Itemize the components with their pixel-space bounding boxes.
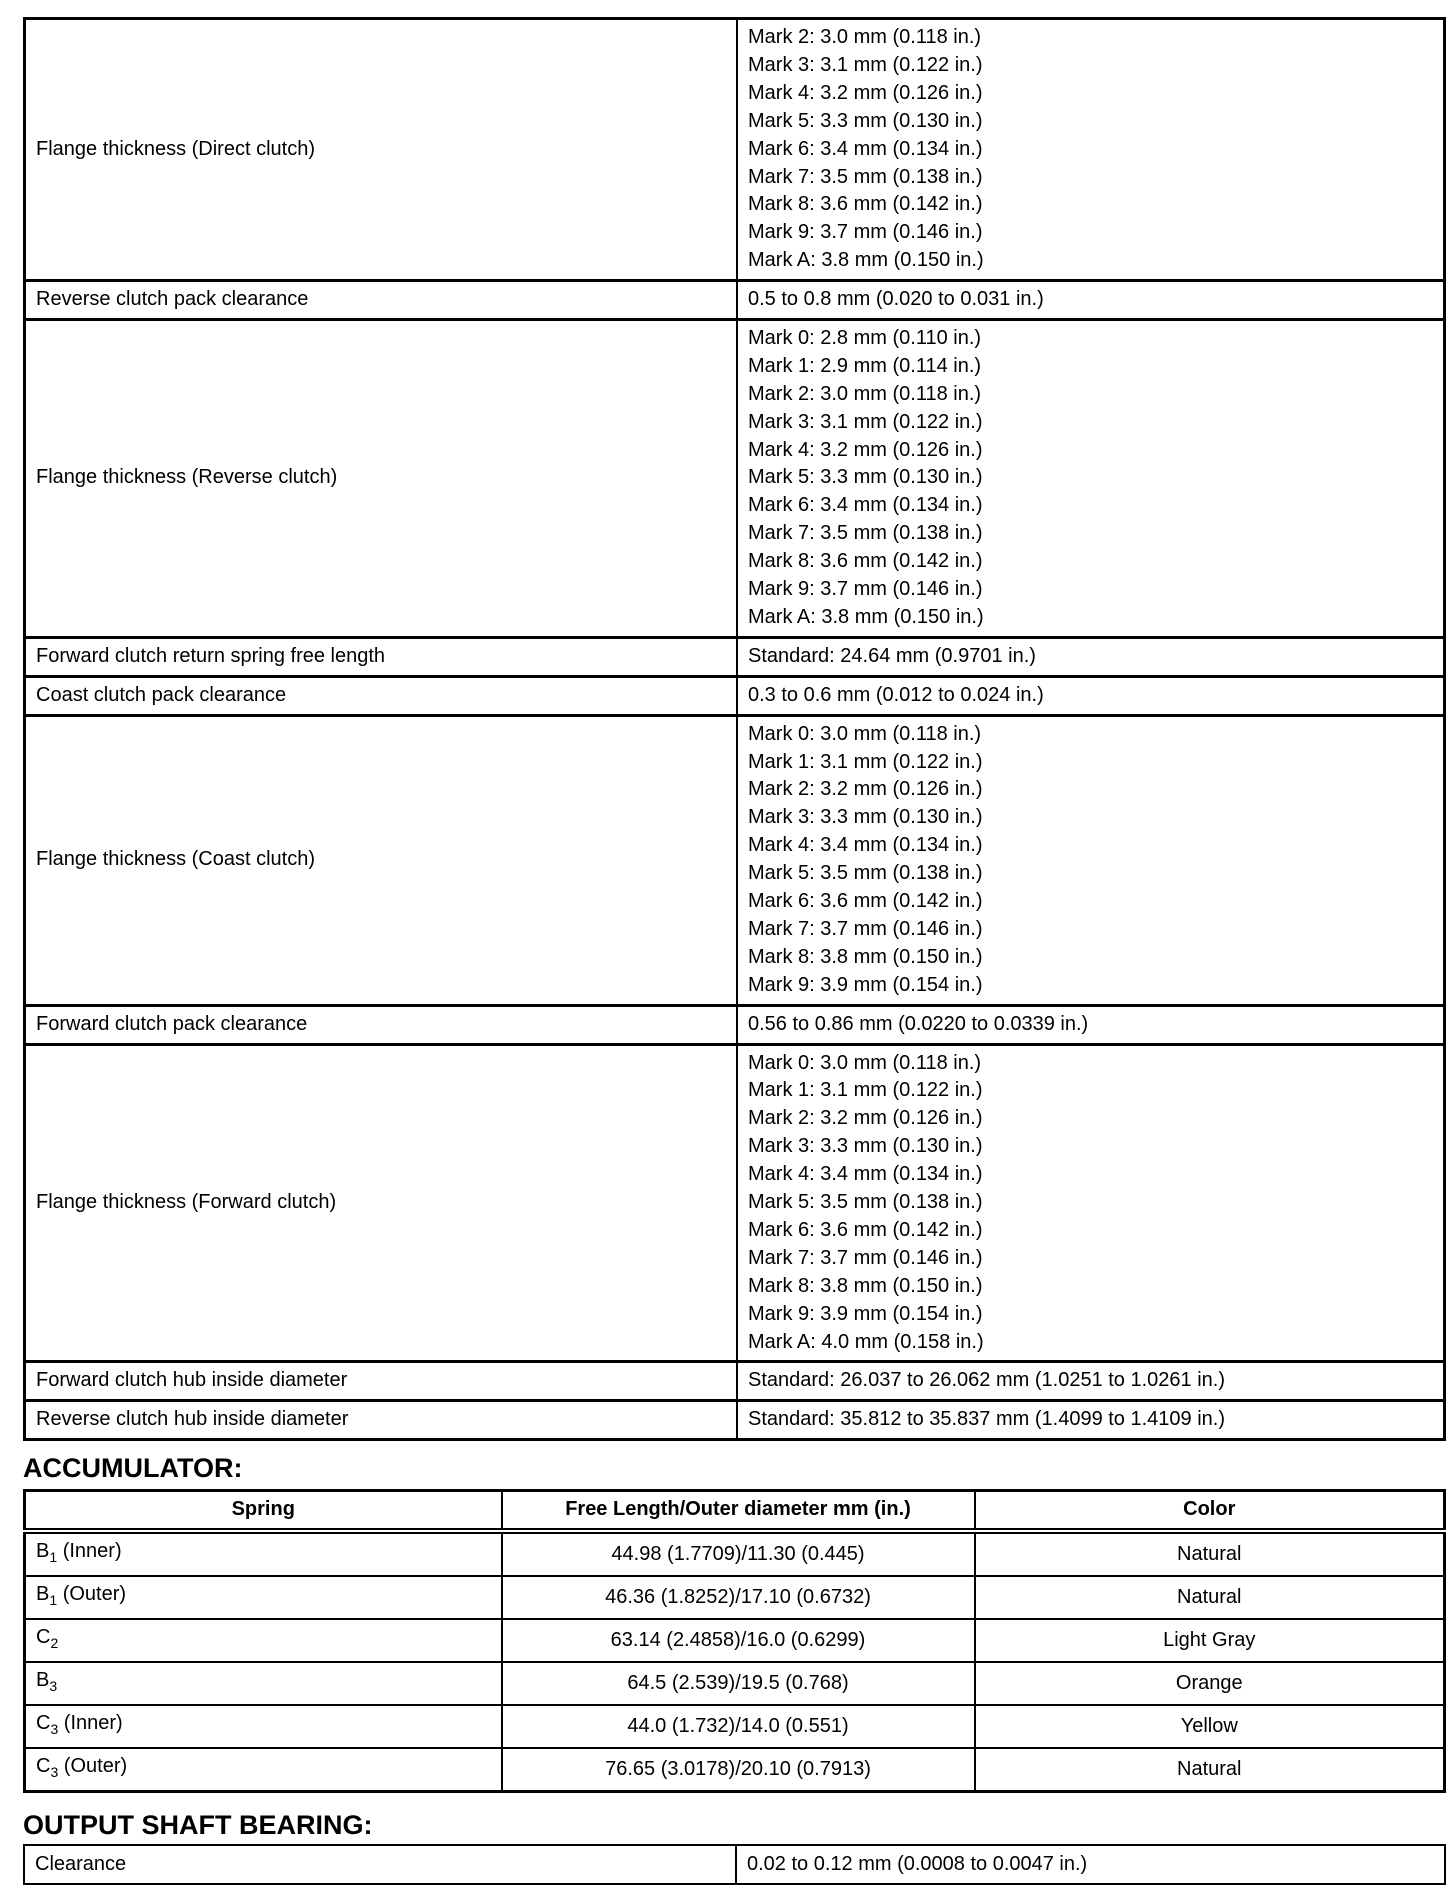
spec-value: Mark 4: 3.4 mm (0.134 in.)	[748, 1163, 983, 1186]
output-shaft-bearing-heading: OUTPUT SHAFT BEARING:	[23, 1810, 373, 1840]
spec-value: Mark 6: 3.4 mm (0.134 in.)	[748, 137, 983, 160]
dims-cell: 76.65 (3.0178)/20.10 (0.7913)	[502, 1748, 975, 1792]
table-row	[25, 1662, 1445, 1705]
spec-value: Mark 8: 3.6 mm (0.142 in.)	[748, 550, 983, 573]
dims-cell: 46.36 (1.8252)/17.10 (0.6732)	[502, 1576, 975, 1619]
spec-value: Mark 4: 3.2 mm (0.126 in.)	[748, 438, 983, 461]
spec-value: Mark 1: 3.1 mm (0.122 in.)	[748, 750, 983, 773]
value-cell	[737, 319, 1445, 637]
table-row	[25, 676, 1445, 715]
header-free-length: Free Length/Outer diameter mm (in.)	[502, 1491, 975, 1532]
color-cell: Light Gray	[975, 1619, 1445, 1662]
spec-value: 0.56 to 0.86 mm (0.0220 to 0.0339 in.)	[748, 1012, 1089, 1035]
spec-value: Mark 8: 3.8 mm (0.150 in.)	[748, 945, 983, 968]
spec-value: Mark 0: 3.0 mm (0.118 in.)	[748, 722, 982, 745]
value-cell	[737, 281, 1445, 320]
spec-value: Mark 2: 3.0 mm (0.118 in.)	[748, 25, 982, 48]
spec-value: Mark 8: 3.6 mm (0.142 in.)	[748, 193, 983, 216]
spring-subscript: 3	[49, 1677, 58, 1694]
spec-value: Mark 2: 3.0 mm (0.118 in.)	[748, 382, 982, 405]
spring-subscript: 3	[50, 1763, 59, 1780]
output-shaft-bearing-table	[23, 1844, 1446, 1885]
table-row	[25, 1362, 1445, 1401]
spring-letter: B	[36, 1582, 50, 1605]
spec-value: Mark 3: 3.1 mm (0.122 in.)	[748, 53, 983, 76]
spec-value: Mark 2: 3.2 mm (0.126 in.)	[748, 778, 983, 801]
param-cell: Clearance	[24, 1845, 736, 1884]
spring-cell	[25, 1619, 502, 1662]
spec-value: Mark A: 4.0 mm (0.158 in.)	[748, 1330, 984, 1353]
spec-value: Mark 0: 3.0 mm (0.118 in.)	[748, 1051, 982, 1074]
spec-value: Mark 7: 3.5 mm (0.138 in.)	[748, 165, 983, 188]
spring-cell	[25, 1748, 502, 1792]
table-row	[25, 637, 1445, 676]
spec-value: Mark 7: 3.7 mm (0.146 in.)	[748, 1246, 983, 1269]
spring-subscript: 3	[50, 1720, 59, 1737]
clutch-spec-table	[23, 17, 1446, 1441]
spec-value: Mark 6: 3.6 mm (0.142 in.)	[748, 890, 983, 913]
spec-value: Mark 6: 3.6 mm (0.142 in.)	[748, 1218, 983, 1241]
table-header-row	[25, 1491, 1445, 1532]
color-cell: Natural	[975, 1748, 1445, 1792]
dims-cell: 64.5 (2.539)/19.5 (0.768)	[502, 1662, 975, 1705]
color-cell: Natural	[975, 1576, 1445, 1619]
spring-letter: C	[36, 1711, 51, 1734]
param-cell: Forward clutch return spring free length	[25, 637, 738, 676]
value-cell	[737, 1005, 1445, 1044]
table-row	[25, 1005, 1445, 1044]
table-row	[25, 1748, 1445, 1792]
spec-value: Mark A: 3.8 mm (0.150 in.)	[748, 606, 984, 628]
spec-value: Mark 4: 3.4 mm (0.134 in.)	[748, 834, 983, 857]
spring-cell	[25, 1531, 502, 1576]
spec-value: Mark 9: 3.9 mm (0.154 in.)	[748, 973, 983, 996]
spec-value: Mark 1: 3.1 mm (0.122 in.)	[748, 1079, 983, 1102]
spec-value: Mark 0: 2.8 mm (0.110 in.)	[748, 326, 982, 349]
spec-value: Standard: 24.64 mm (0.9701 in.)	[748, 644, 1036, 667]
spec-value: Mark 5: 3.5 mm (0.138 in.)	[748, 862, 983, 885]
table-row	[25, 1044, 1445, 1362]
spring-letter: C	[36, 1754, 51, 1777]
spec-value: Mark 3: 3.3 mm (0.130 in.)	[748, 1135, 983, 1158]
spec-value: Mark 4: 3.2 mm (0.126 in.)	[748, 81, 983, 104]
spring-suffix: (Outer)	[58, 1754, 128, 1777]
value-cell	[737, 1401, 1445, 1440]
spec-value: Standard: 35.812 to 35.837 mm (1.4099 to 1.4109 in.)	[748, 1408, 1225, 1431]
spec-value: Mark 7: 3.7 mm (0.146 in.)	[748, 917, 983, 940]
spring-suffix: (Inner)	[57, 1539, 122, 1562]
table-row	[24, 1845, 1445, 1884]
spec-value: Mark 6: 3.4 mm (0.134 in.)	[748, 494, 983, 517]
spec-value: 0.5 to 0.8 mm (0.020 to 0.031 in.)	[748, 288, 1044, 311]
spring-subscript: 1	[49, 1591, 58, 1608]
spring-suffix: (Inner)	[58, 1711, 123, 1734]
table-row	[25, 319, 1445, 637]
spec-value: Mark 5: 3.3 mm (0.130 in.)	[748, 109, 983, 132]
table-row	[25, 1576, 1445, 1619]
param-cell: Flange thickness (Forward clutch)	[25, 1044, 738, 1362]
value-cell: 0.02 to 0.12 mm (0.0008 to 0.0047 in.)	[736, 1845, 1445, 1884]
spec-value: Mark 1: 2.9 mm (0.114 in.)	[748, 354, 982, 377]
spec-value: Mark 8: 3.8 mm (0.150 in.)	[748, 1274, 983, 1297]
spec-value: Mark 2: 3.2 mm (0.126 in.)	[748, 1107, 983, 1130]
header-spring: Spring	[25, 1491, 502, 1532]
param-cell: Forward clutch hub inside diameter	[25, 1362, 738, 1401]
spring-suffix: (Outer)	[57, 1582, 127, 1605]
color-cell: Orange	[975, 1662, 1445, 1705]
spec-value: 0.3 to 0.6 mm (0.012 to 0.024 in.)	[748, 683, 1044, 706]
spec-value: Mark 5: 3.5 mm (0.138 in.)	[748, 1191, 983, 1214]
param-cell: Reverse clutch pack clearance	[25, 281, 738, 320]
spring-cell	[25, 1662, 502, 1705]
value-cell	[737, 1362, 1445, 1401]
spring-subscript: 2	[50, 1634, 59, 1651]
spec-value: Mark 9: 3.9 mm (0.154 in.)	[748, 1302, 983, 1325]
table-row	[25, 19, 1445, 281]
table-row	[25, 1705, 1445, 1748]
spec-value: Mark A: 3.8 mm (0.150 in.)	[748, 249, 984, 272]
spec-value: Mark 9: 3.7 mm (0.146 in.)	[748, 221, 983, 244]
dims-cell: 63.14 (2.4858)/16.0 (0.6299)	[502, 1619, 975, 1662]
header-color: Color	[975, 1491, 1445, 1532]
spring-letter: B	[36, 1539, 50, 1562]
spec-value: Standard: 26.037 to 26.062 mm (1.0251 to 1.0261 in.)	[748, 1369, 1225, 1392]
table-row	[25, 1619, 1445, 1662]
table-row	[25, 1531, 1445, 1576]
value-cell	[737, 637, 1445, 676]
value-cell	[737, 19, 1445, 281]
color-cell: Yellow	[975, 1705, 1445, 1748]
spec-value: Mark 5: 3.3 mm (0.130 in.)	[748, 466, 983, 489]
spring-subscript: 1	[49, 1548, 58, 1565]
table-row	[25, 1401, 1445, 1440]
spring-letter: C	[36, 1625, 51, 1648]
param-cell: Flange thickness (Reverse clutch)	[25, 319, 738, 637]
spec-value: Mark 3: 3.1 mm (0.122 in.)	[748, 410, 983, 433]
param-cell: Flange thickness (Coast clutch)	[25, 715, 738, 1005]
table-row	[25, 715, 1445, 1005]
value-cell	[737, 676, 1445, 715]
param-cell: Coast clutch pack clearance	[25, 676, 738, 715]
spring-letter: B	[36, 1668, 50, 1691]
spec-value: Mark 7: 3.5 mm (0.138 in.)	[748, 522, 983, 545]
param-cell: Flange thickness (Direct clutch)	[25, 19, 738, 281]
color-cell: Natural	[975, 1531, 1445, 1576]
dims-cell: 44.98 (1.7709)/11.30 (0.445)	[502, 1531, 975, 1576]
value-cell	[737, 1044, 1445, 1362]
spring-cell	[25, 1705, 502, 1748]
dims-cell: 44.0 (1.732)/14.0 (0.551)	[502, 1705, 975, 1748]
value-cell	[737, 715, 1445, 1005]
spec-value: Mark 3: 3.3 mm (0.130 in.)	[748, 806, 983, 829]
accumulator-table	[23, 1489, 1446, 1793]
accumulator-heading: ACCUMULATOR:	[23, 1453, 243, 1483]
table-row	[25, 281, 1445, 320]
param-cell: Reverse clutch hub inside diameter	[25, 1401, 738, 1440]
spring-cell	[25, 1576, 502, 1619]
spec-value: Mark 9: 3.7 mm (0.146 in.)	[748, 578, 983, 601]
param-cell: Forward clutch pack clearance	[25, 1005, 738, 1044]
